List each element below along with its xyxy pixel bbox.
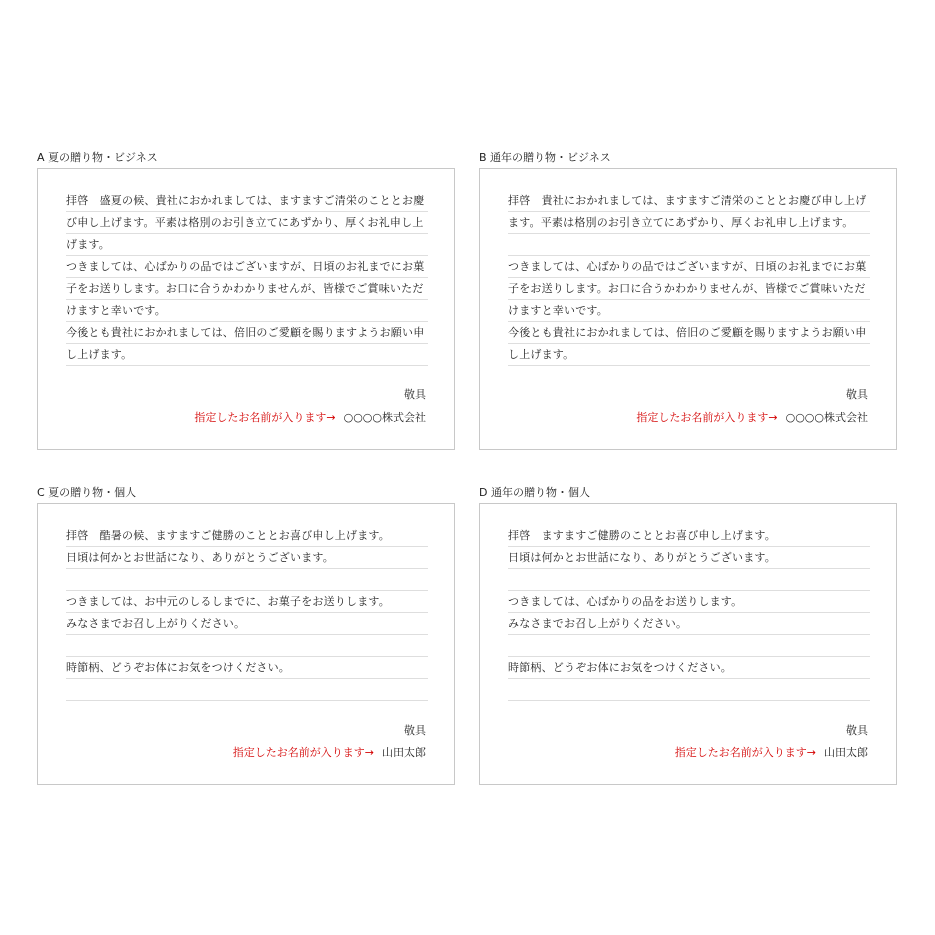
name-placeholder-note: 指定したお名前が入ります→ xyxy=(636,411,778,424)
letter-line xyxy=(66,569,428,591)
sender-name: 山田太郎 xyxy=(824,746,868,759)
letter-line xyxy=(508,234,870,256)
closing-keigu: 敬具 xyxy=(404,388,426,401)
letter-line: 拝啓 貴社におかれましては、ますますご清栄のこととお慶び申し上げ xyxy=(508,190,870,212)
letter-line: つきましては、心ばかりの品ではございますが、日頃のお礼までにお菓 xyxy=(508,256,870,278)
signature-line xyxy=(194,411,426,425)
signature-line xyxy=(675,746,868,760)
sender-name: ○○○○株式会社 xyxy=(785,411,868,424)
card-b xyxy=(479,168,897,450)
letter-line: 今後とも貴社におかれましては、倍旧のご愛顧を賜りますようお願い申 xyxy=(508,322,870,344)
letter-line: 日頃は何かとお世話になり、ありがとうございます。 xyxy=(508,547,870,569)
card-d-label: D 通年の贈り物・個人 xyxy=(479,486,590,499)
card-c-label: C 夏の贈り物・個人 xyxy=(37,486,137,499)
letter-line: みなさまでお召し上がりください。 xyxy=(508,613,870,635)
letter-line xyxy=(66,635,428,657)
name-placeholder-note: 指定したお名前が入ります→ xyxy=(194,411,336,424)
card-a-label: A 夏の贈り物・ビジネス xyxy=(37,151,158,164)
letter-line: 日頃は何かとお世話になり、ありがとうございます。 xyxy=(66,547,428,569)
letter-line: 拝啓 酷暑の候、ますますご健勝のこととお喜び申し上げます。 xyxy=(66,525,428,547)
letter-line: し上げます。 xyxy=(66,344,428,366)
arrow-icon: → xyxy=(364,746,374,759)
card-b-body xyxy=(508,190,870,366)
letter-line: 時節柄、どうぞお体にお気をつけください。 xyxy=(508,657,870,679)
letter-line: 子をお送りします。お口に合うかわかりませんが、皆様でご賞味いただ xyxy=(508,278,870,300)
sender-name: ○○○○株式会社 xyxy=(343,411,426,424)
card-c xyxy=(37,503,455,785)
letter-line: みなさまでお召し上がりください。 xyxy=(66,613,428,635)
letter-line xyxy=(66,679,428,701)
letter-line: ます。平素は格別のお引き立てにあずかり、厚くお礼申し上げます。 xyxy=(508,212,870,234)
letter-line: 子をお送りします。お口に合うかわかりませんが、皆様でご賞味いただ xyxy=(66,278,428,300)
arrow-icon: → xyxy=(768,411,778,424)
letter-line: げます。 xyxy=(66,234,428,256)
card-c-body xyxy=(66,525,428,701)
card-d-body xyxy=(508,525,870,701)
letter-line: 今後とも貴社におかれましては、倍旧のご愛顧を賜りますようお願い申 xyxy=(66,322,428,344)
letter-line: つきましては、心ばかりの品をお送りします。 xyxy=(508,591,870,613)
closing-keigu: 敬具 xyxy=(846,724,868,737)
card-a xyxy=(37,168,455,450)
letter-line: つきましては、心ばかりの品ではございますが、日頃のお礼までにお菓 xyxy=(66,256,428,278)
letter-line xyxy=(508,635,870,657)
letter-line: つきましては、お中元のしるしまでに、お菓子をお送りします。 xyxy=(66,591,428,613)
arrow-icon: → xyxy=(326,411,336,424)
card-b-label: B 通年の贈り物・ビジネス xyxy=(479,151,611,164)
card-a-body xyxy=(66,190,428,366)
letter-line: 拝啓 ますますご健勝のこととお喜び申し上げます。 xyxy=(508,525,870,547)
letter-line: けますと幸いです。 xyxy=(508,300,870,322)
name-placeholder-note: 指定したお名前が入ります→ xyxy=(674,746,816,759)
closing-keigu: 敬具 xyxy=(404,724,426,737)
signature-line xyxy=(636,411,868,425)
letter-line: び申し上げます。平素は格別のお引き立てにあずかり、厚くお礼申し上 xyxy=(66,212,428,234)
letter-line: し上げます。 xyxy=(508,344,870,366)
letter-line: 拝啓 盛夏の候、貴社におかれましては、ますますご清栄のこととお慶 xyxy=(66,190,428,212)
letter-line: けますと幸いです。 xyxy=(66,300,428,322)
card-d xyxy=(479,503,897,785)
arrow-icon: → xyxy=(806,746,816,759)
sender-name: 山田太郎 xyxy=(382,746,426,759)
closing-keigu: 敬具 xyxy=(846,388,868,401)
letter-line: 時節柄、どうぞお体にお気をつけください。 xyxy=(66,657,428,679)
name-placeholder-note: 指定したお名前が入ります→ xyxy=(232,746,374,759)
letter-line xyxy=(508,679,870,701)
signature-line xyxy=(233,746,426,760)
letter-line xyxy=(508,569,870,591)
